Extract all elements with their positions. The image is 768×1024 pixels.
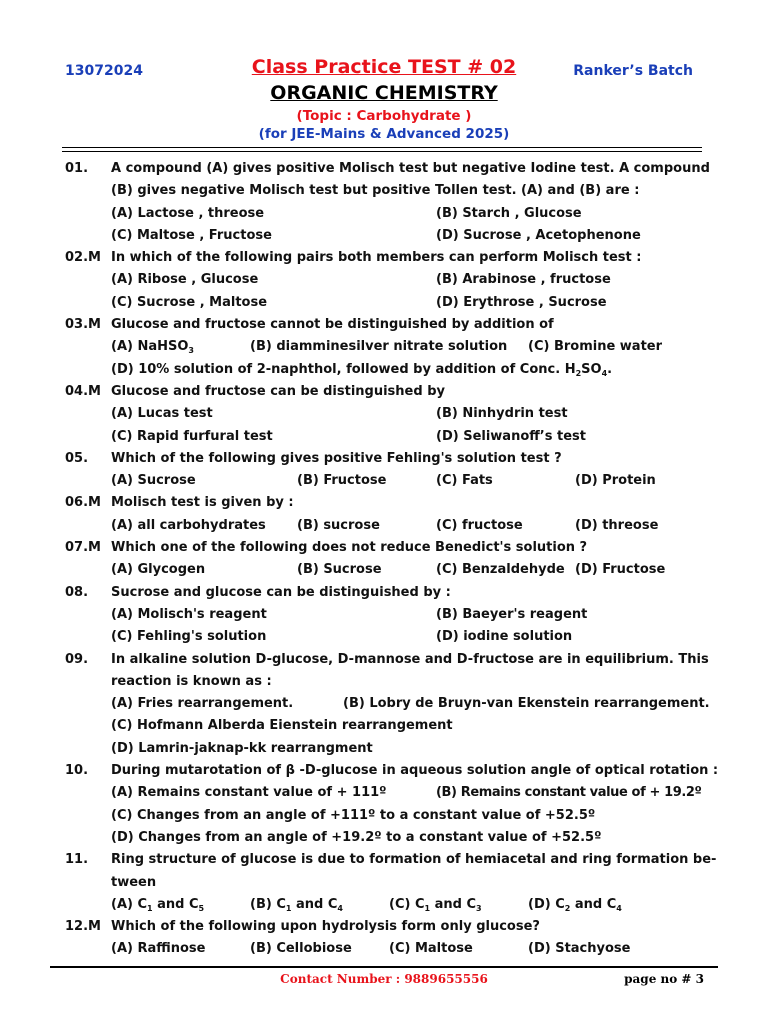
option-d: (D) iodine solution [436,629,573,645]
option-c: (C) Changes from an angle of +111º to a constant value of +52.5º [111,807,596,823]
page-header [0,0,768,160]
question-number: 08. [65,584,89,600]
question-list [0,158,768,961]
option-d: (D) Protein [575,473,656,489]
option-b: (B) Cellobiose [250,941,352,957]
option-b: (B) $C_1$ and $C_4$ [250,896,343,913]
question-text: reaction is known as : [111,673,272,689]
question-1 [0,158,768,180]
question-12 [0,916,768,938]
question-text: During mutarotation of β -D-glucose in aqueous solution angle of optical rotation : [111,763,719,779]
option-b: (B) Arabinose , fructose [436,272,611,288]
question-text: Which one of the following does not reduce Benedict's solution ? [111,540,588,556]
question-10 [0,760,768,782]
option-d: (D) Seliwanoff’s test [436,428,586,444]
option-d: (D) 10% solution of 2-naphthol, followed by addition of Conc. $H_2SO_4$. [111,361,613,378]
question-7 [0,537,768,559]
option-d: (D) $C_2$ and $C_4$ [528,896,622,913]
test-title: Class Practice TEST # 02 [251,56,517,78]
option-b: (B) Ninhydrin test [436,406,568,422]
option-a: (A) Remains constant value of + 111º [111,785,387,801]
question-number: 10. [65,763,89,779]
option-d: (D) threose [575,517,659,533]
question-text: (B) gives negative Molisch test but positive Tollen test. (A) and (B) are : [111,183,640,199]
question-text: Molisch test is given by : [111,495,294,511]
option-c: (C) fructose [436,517,523,533]
option-a: (A) $C_1$ and $C_5$ [111,896,205,913]
test-date: 13072024 [65,63,143,79]
option-c: (C) Benzaldehyde [436,562,565,578]
option-a: (A) Ribose , Glucose [111,272,259,288]
option-c: (C) Hofmann Alberda Eienstein rearrangement [111,718,453,734]
question-8 [0,582,768,604]
question-6 [0,492,768,514]
option-d: (D) Lamrin-jaknap-kk rearrangment [111,740,373,756]
question-text: Glucose and fructose cannot be distinguished by addition of [111,317,554,333]
question-number: 03.M [65,317,101,333]
question-number: 11. [65,852,89,868]
question-text: Ring structure of glucose is due to formation of hemiacetal and ring formation be- [111,852,717,868]
batch-name: Ranker’s Batch [573,63,693,79]
topic-label: (Topic : Carbohydrate ) [296,108,472,124]
option-c: (C) Maltose , Fructose [111,227,272,243]
question-4 [0,381,768,403]
header-divider [62,147,702,152]
option-b: (B) Lobry de Bruyn-van Ekenstein rearrangement. [343,696,710,712]
option-c: (C) Rapid furfural test [111,428,273,444]
option-b: (B) sucrose [297,517,380,533]
option-b: (B) Fructose [297,473,387,489]
question-text: A compound (A) gives positive Molisch test but negative Iodine test. A compound [111,161,710,176]
option-a: (A) Lucas test [111,406,213,422]
option-a: (A) NaHSO$_3$ [111,339,194,356]
question-9 [0,649,768,671]
question-text: Which of the following upon hydrolysis form only glucose? [111,919,540,935]
question-text: In which of the following pairs both members can perform Molisch test : [111,250,642,266]
option-a: (A) all carbohydrates [111,517,266,533]
question-number: 09. [65,651,89,667]
question-2 [0,247,768,269]
option-c: (C) Bromine water [528,339,663,355]
option-b: (B) Sucrose [297,562,382,578]
option-a: (A) Raffinose [111,941,206,957]
option-a: (A) Molisch's reagent [111,606,267,622]
option-b: (B) Baeyer's reagent [436,606,588,622]
question-number: 05. [65,450,89,466]
option-d: (D) Stachyose [528,941,631,957]
question-number: 12.M [65,919,101,935]
exam-label: (for JEE-Mains & Advanced 2025) [258,126,510,142]
question-number: 07.M [65,540,101,556]
question-11 [0,849,768,871]
option-c: (C) Fehling's solution [111,629,267,645]
option-c: (C) Sucrose , Maltose [111,294,268,310]
option-a: (A) Lactose , threose [111,205,265,221]
question-number: 06.M [65,495,101,511]
question-3 [0,314,768,336]
option-b: (B) Starch , Glucose [436,205,582,221]
option-b: (B) Remains constant value of + 19.2º [436,785,702,801]
contact-number: Contact Number : 9889655556 [280,972,488,986]
option-a: (A) Glycogen [111,562,206,578]
question-number: 02.M [65,250,101,266]
option-a: (A) Sucrose [111,473,196,489]
question-text: In alkaline solution D-glucose, D-mannose and D-fructose are in equilibrium. This [111,651,709,667]
question-number: 01. [65,161,89,176]
question-text: tween [111,874,157,890]
option-b: (B) diamminesilver nitrate solution [250,339,508,355]
page-number: page no # 3 [624,972,704,986]
footer-divider [50,966,718,968]
option-d: (D) Changes from an angle of +19.2º to a constant value of +52.5º [111,829,602,845]
option-c: (C) Maltose [389,941,473,957]
option-c: (C) $C_1$ and $C_3$ [389,896,482,913]
question-text: Which of the following gives positive Fehling's solution test ? [111,450,562,466]
option-d: (D) Sucrose , Acetophenone [436,227,641,243]
subject-title: ORGANIC CHEMISTRY [270,82,498,104]
question-5 [0,448,768,470]
question-text: Glucose and fructose can be distinguished by [111,383,445,399]
question-text: Sucrose and glucose can be distinguished by : [111,584,451,600]
option-a: (A) Fries rearrangement. [111,696,294,712]
option-d: (D) Fructose [575,562,666,578]
option-d: (D) Erythrose , Sucrose [436,294,607,310]
question-number: 04.M [65,383,101,399]
option-c: (C) Fats [436,473,493,489]
